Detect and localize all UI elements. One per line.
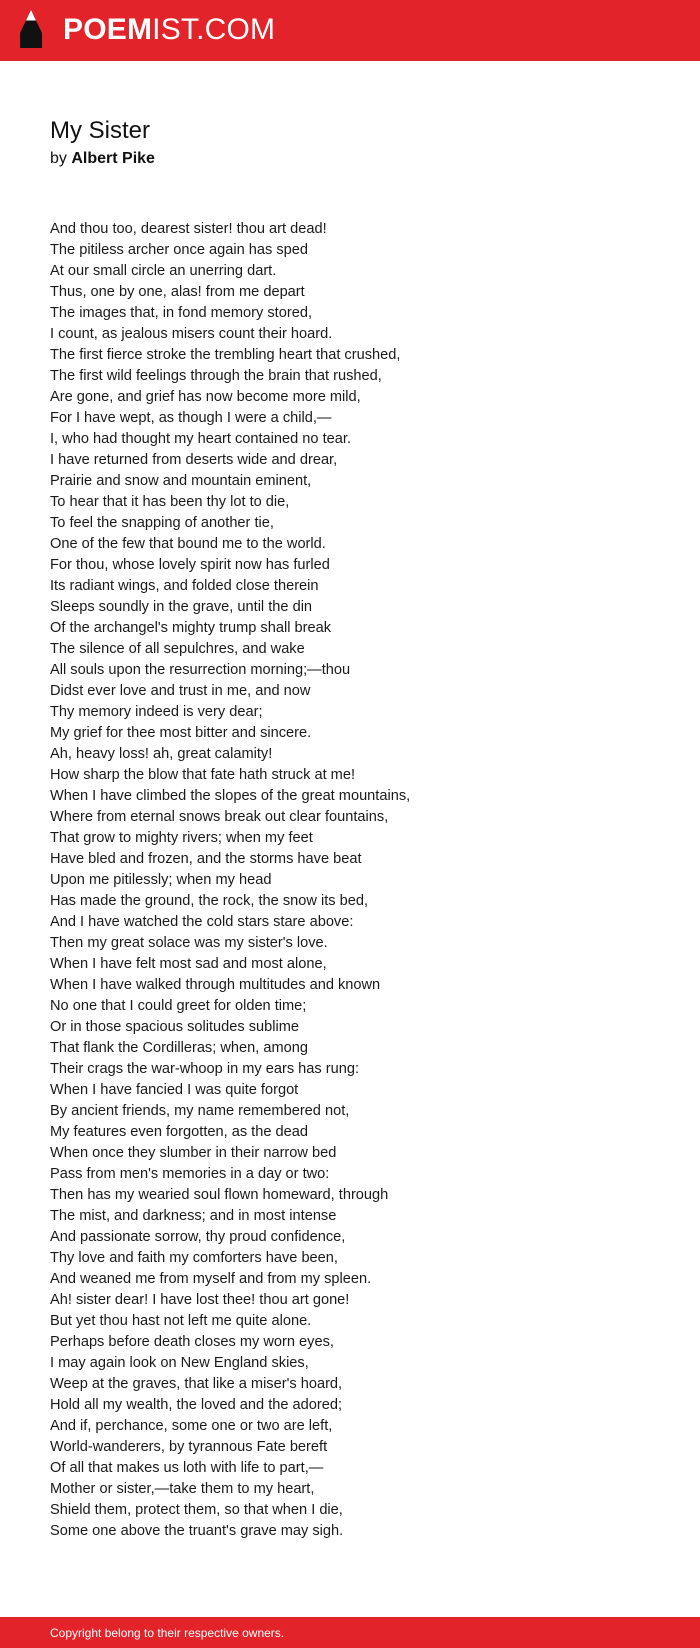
poem-line: Has made the ground, the rock, the snow its bed, <box>50 893 368 909</box>
poem-line: And weaned me from myself and from my spleen. <box>50 1271 372 1287</box>
poem-line: Prairie and snow and mountain eminent, <box>50 473 312 489</box>
poem-line: Of the archangel's mighty trump shall break <box>50 620 332 636</box>
site-logo[interactable] <box>18 9 275 51</box>
poem-line: Thy love and faith my comforters have been, <box>50 1250 338 1266</box>
poem-line: The first wild feelings through the brain that rushed, <box>50 368 382 384</box>
poem-line: My grief for thee most bitter and sincere. <box>50 725 312 741</box>
poem-line: The silence of all sepulchres, and wake <box>50 641 305 657</box>
poem-line: Then my great solace was my sister's love. <box>50 935 328 951</box>
poem-line: When I have fancied I was quite forgot <box>50 1082 299 1098</box>
poem-line: But yet thou hast not left me quite alone. <box>50 1313 312 1329</box>
poem-line: To feel the snapping of another tie, <box>50 515 274 531</box>
poem-line: Upon me pitilessly; when my head <box>50 872 272 888</box>
poem-line: How sharp the blow that fate hath struck at me! <box>50 767 356 783</box>
poem-line: And thou too, dearest sister! thou art dead! <box>50 221 327 237</box>
poem-line: For I have wept, as though I were a child,— <box>50 410 332 426</box>
poem-line: To hear that it has been thy lot to die, <box>50 494 290 510</box>
poem-line: And I have watched the cold stars stare above: <box>50 914 354 930</box>
poem-body <box>50 219 650 1542</box>
poem-line: When I have walked through multitudes and known <box>50 977 381 993</box>
pencil-tip-icon <box>18 9 44 51</box>
poem-line: Where from eternal snows break out clear fountains, <box>50 809 389 825</box>
poem-line: Of all that makes us loth with life to part,— <box>50 1460 324 1476</box>
poem-line: When I have climbed the slopes of the great mountains, <box>50 788 411 804</box>
poem-line: When once they slumber in their narrow bed <box>50 1145 337 1161</box>
poem-line: Have bled and frozen, and the storms have beat <box>50 851 362 867</box>
poem-line: That grow to mighty rivers; when my feet <box>50 830 313 846</box>
site-header <box>0 0 700 61</box>
poem-line: Their crags the war-whoop in my ears has rung: <box>50 1061 360 1077</box>
poem-line: Sleeps soundly in the grave, until the din <box>50 599 313 615</box>
poem-line: Are gone, and grief has now become more mild, <box>50 389 361 405</box>
poem-line: And passionate sorrow, thy proud confidence, <box>50 1229 346 1245</box>
poem-line: And if, perchance, some one or two are left, <box>50 1418 333 1434</box>
poem-line: World-wanderers, by tyrannous Fate bereft <box>50 1439 328 1455</box>
site-footer <box>0 1617 700 1648</box>
poem-line: Didst ever love and trust in me, and now <box>50 683 311 699</box>
byline-prefix: by <box>50 150 67 167</box>
poem-line: My features even forgotten, as the dead <box>50 1124 308 1140</box>
poem-line: Its radiant wings, and folded close therein <box>50 578 319 594</box>
poem-line: I may again look on New England skies, <box>50 1355 309 1371</box>
poem-line: All souls upon the resurrection morning;—thou <box>50 662 351 678</box>
poem-line: I have returned from deserts wide and drear, <box>50 452 338 468</box>
poem-line: Or in those spacious solitudes sublime <box>50 1019 300 1035</box>
poem-author: Albert Pike <box>71 150 155 167</box>
poem-line: By ancient friends, my name remembered not, <box>50 1103 350 1119</box>
poem-line: I, who had thought my heart contained no tear. <box>50 431 351 447</box>
poem-line: The mist, and darkness; and in most intense <box>50 1208 337 1224</box>
footer-copyright: Copyright belong to their respective owners. <box>50 1626 285 1640</box>
poem-line: The images that, in fond memory stored, <box>50 305 312 321</box>
poem-line: Thy memory indeed is very dear; <box>50 704 263 720</box>
poem-line: Then has my wearied soul flown homeward, through <box>50 1187 389 1203</box>
poem-line: At our small circle an unerring dart. <box>50 263 277 279</box>
site-logo-text <box>63 10 275 50</box>
poem-line: Shield them, protect them, so that when I die, <box>50 1502 343 1518</box>
poem-line: Ah! sister dear! I have lost thee! thou art gone! <box>50 1292 350 1308</box>
poem-line: Thus, one by one, alas! from me depart <box>50 284 305 300</box>
poem-line: Ah, heavy loss! ah, great calamity! <box>50 746 273 762</box>
poem-line: No one that I could greet for olden time; <box>50 998 307 1014</box>
poem-byline <box>50 148 155 170</box>
logo-text-bold: POEM <box>63 13 153 46</box>
poem-line: The pitiless archer once again has sped <box>50 242 308 258</box>
poem-line: Weep at the graves, that like a miser's hoard, <box>50 1376 343 1392</box>
poem-line: When I have felt most sad and most alone, <box>50 956 327 972</box>
logo-text-light: IST.COM <box>152 13 276 46</box>
poem-line: Hold all my wealth, the loved and the adored; <box>50 1397 343 1413</box>
poem-line: Perhaps before death closes my worn eyes, <box>50 1334 334 1350</box>
poem-line: Mother or sister,—take them to my heart, <box>50 1481 315 1497</box>
poem-line: For thou, whose lovely spirit now has furled <box>50 557 330 573</box>
poem-line: I count, as jealous misers count their hoard. <box>50 326 333 342</box>
poem-line: That flank the Cordilleras; when, among <box>50 1040 308 1056</box>
poem-line: One of the few that bound me to the world. <box>50 536 326 552</box>
poem-line: The first fierce stroke the trembling heart that crushed, <box>50 347 401 363</box>
poem-title: My Sister <box>50 117 151 144</box>
poem-line: Some one above the truant's grave may sigh. <box>50 1523 344 1539</box>
poem-line: Pass from men's memories in a day or two: <box>50 1166 330 1182</box>
